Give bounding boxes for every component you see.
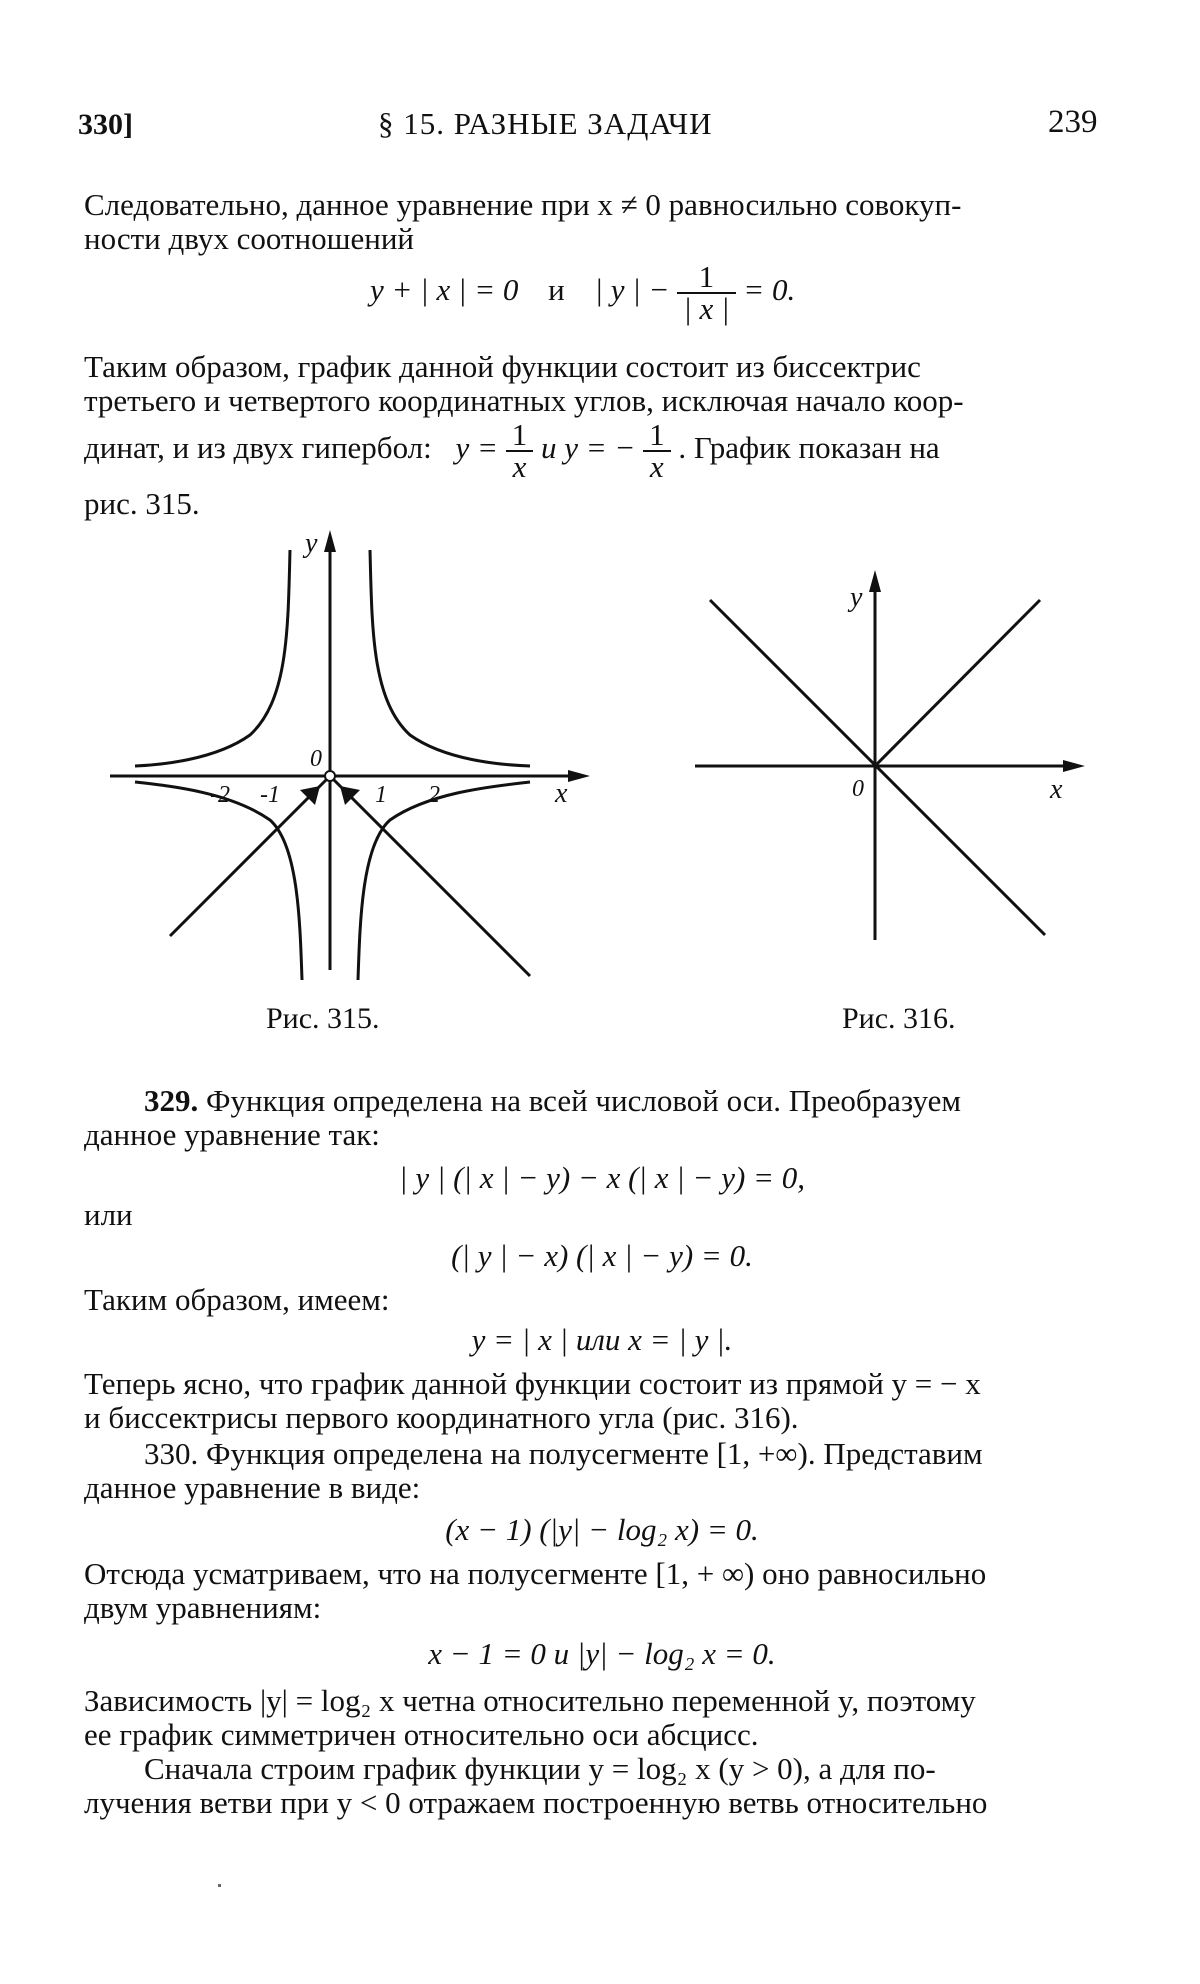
p330-line8: лучения ветви при y < 0 отражаем построенную ветвь относительно (84, 1785, 988, 1820)
p329-line2: данное уравнение так: (84, 1117, 380, 1152)
p330-line4: двум уравнениям: (84, 1590, 322, 1625)
fig315-origin-label: 0 (310, 746, 322, 772)
stray-dot (218, 1884, 221, 1887)
fig315-x-label: x (555, 778, 568, 809)
fig315-x-arrow (568, 770, 590, 782)
para2-frac-2 (643, 417, 671, 484)
p329-number: 329. (144, 1083, 199, 1118)
fig316-bisector-q1 (875, 600, 1040, 766)
p330-number: 330. (144, 1436, 199, 1471)
fig315-tick-neg2: -2 (210, 782, 230, 808)
fig315-hyperbola-q3 (135, 782, 302, 980)
p330-line1 (84, 1436, 1120, 1472)
p330-line6: ее график симметричен относительно оси абсцисс. (84, 1717, 759, 1752)
header-section-ref: 330] (78, 108, 133, 141)
p329-text1: Функция определена на всей числовой оси. Преобразуем (206, 1083, 961, 1118)
p329-line5: и биссектрисы первого координатного угла (рис. 316). (84, 1400, 799, 1435)
equation-1 (370, 259, 796, 326)
para2-frac1-den: x (512, 449, 527, 484)
fig316-x-arrow (1063, 760, 1085, 772)
fig315-caption: Рис. 315. (266, 1002, 380, 1035)
p330-line3: Отсюда усматриваем, что на полусегменте [1, + ∞) оно равносильно (84, 1556, 987, 1591)
fig315-bisector-q3 (170, 776, 330, 936)
fig316-y-arrow (869, 570, 881, 592)
page-number: 239 (1048, 104, 1098, 140)
para1-line2: ности двух соотношений (84, 221, 414, 256)
fig316-x-label: x (1050, 774, 1063, 805)
p329-line4: Теперь ясно, что график данной функции состоит из прямой y = − x (84, 1366, 981, 1401)
para1-line1: Следовательно, данное уравнение при x ≠ 0 равносильно совокуп- (84, 187, 962, 222)
fig315-y-label: y (305, 528, 318, 559)
fig315-hyperbola-q2 (135, 550, 290, 766)
fig315-tick-neg1: -1 (260, 782, 280, 808)
p329-eq-c: y = | x | или x = | y |. (471, 1322, 733, 1357)
para2-line3 (84, 417, 1120, 484)
p330-eq-b: x − 1 = 0 и |y| − log₂ x = 0. (428, 1636, 776, 1671)
p329-eq-b: (| y | − x) (| x | − y) = 0. (451, 1238, 753, 1273)
para2-frac-1 (506, 417, 534, 484)
para2-frac1-num: 1 (506, 420, 534, 452)
fig315-origin-dot (325, 771, 335, 781)
p330-line7: Сначала строим график функции y = log₂ x (y > 0), а для по- (144, 1751, 936, 1786)
para2-line1: Таким образом, график данной функции состоит из биссектрис (84, 349, 921, 384)
fig315-hyperbola-q1 (370, 550, 530, 766)
header-title: § 15. РАЗНЫЕ ЗАДАЧИ (378, 106, 713, 141)
para2-frac2-num: 1 (643, 420, 671, 452)
eq1-right-pre: | y | − (594, 272, 670, 308)
p330-eq-a: (x − 1) (|y| − log₂ x) = 0. (445, 1512, 759, 1547)
eq1-fraction (677, 259, 735, 326)
eq1-and: и (548, 272, 565, 308)
p329-line1 (84, 1083, 1120, 1119)
eq1-den: | x | (683, 291, 730, 326)
eq1-right-post: = 0. (743, 272, 796, 308)
p330-line2: данное уравнение в виде: (84, 1470, 421, 1505)
para2-line3-b: . График показан на (678, 430, 940, 466)
p329-line3: Таким образом, имеем: (84, 1282, 390, 1317)
para2-frac2-den: x (649, 449, 664, 484)
p330-line5: Зависимость |y| = log₂ x четна относительно переменной y, поэтому (84, 1683, 976, 1718)
figure-316 (690, 560, 1090, 950)
p329-or: или (84, 1197, 133, 1232)
fig316-caption: Рис. 316. (842, 1002, 956, 1035)
figure-315 (110, 520, 610, 990)
fig315-tick-1: 1 (375, 782, 387, 808)
eq1-left: y + | x | = 0 (370, 272, 519, 308)
para2-eq-a: y = (455, 430, 498, 466)
para2-line4: рис. 315. (84, 486, 200, 521)
p329-eq-a: | y | (| x | − y) − x (| x | − y) = 0, (399, 1160, 805, 1195)
para2-line3-a: динат, и из двух гипербол: (84, 430, 432, 466)
fig316-origin-label: 0 (852, 776, 864, 802)
fig315-y-arrow (324, 530, 336, 552)
para2-eq-b: и y = − (540, 430, 636, 466)
p330-text1: Функция определена на полусегменте [1, +∞). Представим (206, 1436, 983, 1471)
fig315-tick-2: 2 (428, 782, 440, 808)
para2-line2: третьего и четвертого координатных углов, исключая начало коор- (84, 383, 964, 418)
fig316-y-label: y (850, 582, 863, 613)
eq1-num: 1 (677, 262, 735, 294)
